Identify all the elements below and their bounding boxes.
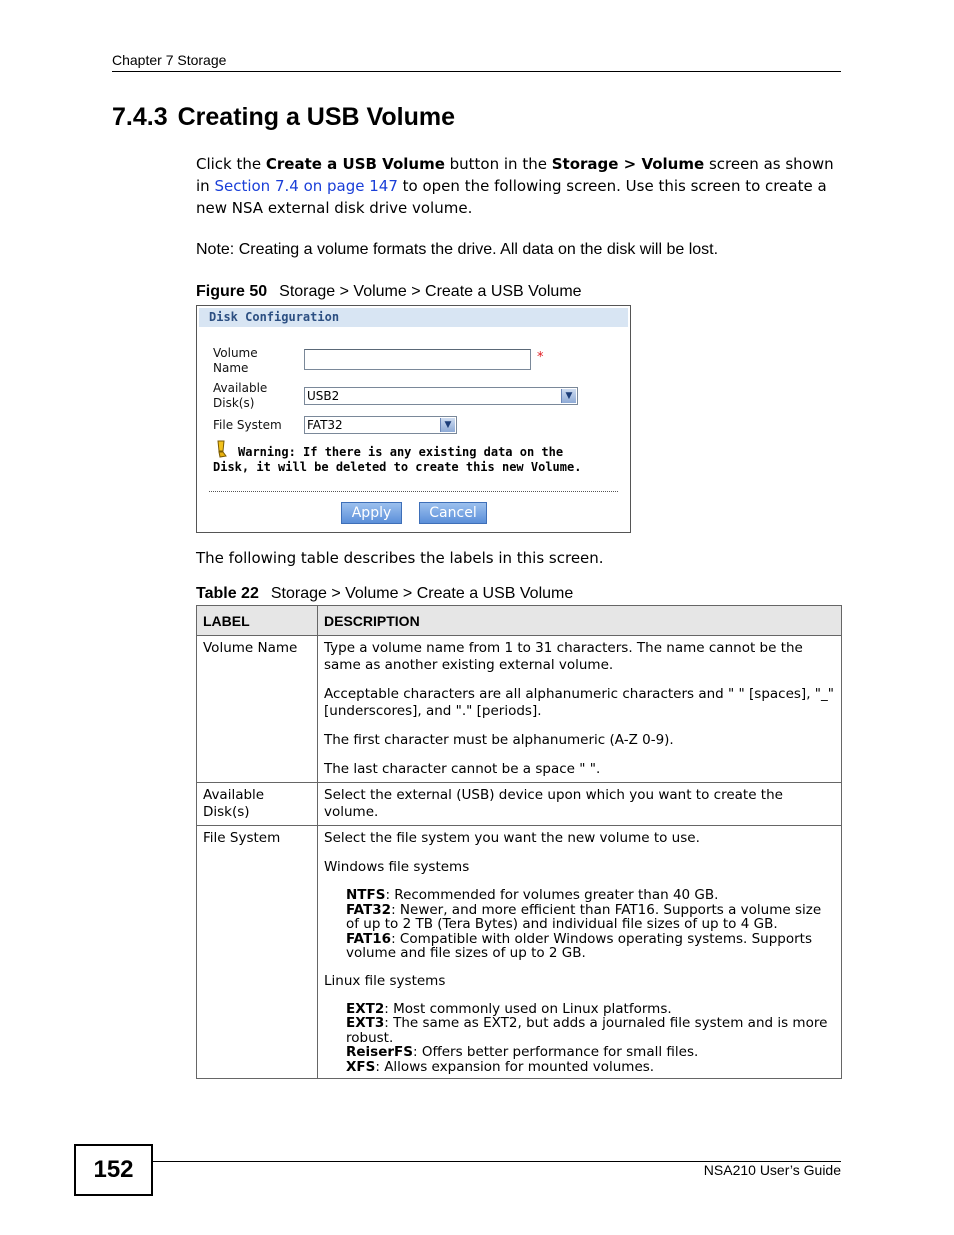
description-text: The first character must be alphanumeric (A-Z 0-9). <box>324 732 674 748</box>
cancel-button[interactable]: Cancel <box>419 502 487 524</box>
intro-bold-2: Storage > Volume <box>551 155 705 173</box>
column-header-description: DESCRIPTION <box>318 606 842 636</box>
fs-name: EXT2 <box>346 1000 385 1017</box>
fs-desc: : Compatible with older Windows operating systems. Supports volume and file sizes of up to 2 GB. <box>346 930 813 961</box>
table-caption-label: Table 22 <box>196 585 259 602</box>
row-description <box>318 783 842 826</box>
linux-fs-list <box>324 1002 836 1075</box>
table-intro: The following table describes the labels in this screen. <box>196 549 604 567</box>
figure-caption-text: Storage > Volume > Create a USB Volume <box>279 283 582 300</box>
fs-desc: : Recommended for volumes greater than 40 GB. <box>385 887 719 903</box>
row-label: File System <box>197 826 318 1079</box>
row-description <box>318 826 842 1079</box>
column-header-label: LABEL <box>197 606 318 636</box>
file-system-label: File System <box>213 418 282 432</box>
fs-desc: : The same as EXT2, but adds a journaled file system and is more robust. <box>346 1015 828 1046</box>
fs-name: FAT32 <box>346 901 392 918</box>
fs-name: EXT3 <box>346 1015 385 1031</box>
note: Note: Creating a volume formats the drive. All data on the disk will be lost. <box>196 241 719 258</box>
windows-fs-list <box>324 888 836 961</box>
available-disk-label-line2: Disk(s) <box>213 396 255 410</box>
intro-bold-1: Create a USB Volume <box>265 155 445 173</box>
warning-text <box>213 445 623 475</box>
intro-text-2: button in the <box>444 155 552 173</box>
table-row <box>197 636 842 783</box>
list-item <box>346 888 836 903</box>
table-caption-text: Storage > Volume > Create a USB Volume <box>270 585 574 602</box>
description-text: Linux file systems <box>324 972 446 989</box>
list-item <box>346 1060 836 1075</box>
dotted-divider <box>209 491 618 492</box>
figure-caption-label: Figure 50 <box>196 283 268 300</box>
fs-desc: : Newer, and more efficient than FAT16. Supports a volume size of up to 2 TB (Tera Bytes) and individual file sizes of up to 4 GB. <box>346 901 822 932</box>
description-text: Windows file systems <box>324 859 470 875</box>
description-text: Select the external (USB) device upon which you want to create the volume. <box>324 787 783 820</box>
list-item <box>346 1016 836 1045</box>
apply-button[interactable]: Apply <box>341 502 402 524</box>
label-description-table <box>196 605 842 1079</box>
row-label: Available Disk(s) <box>197 783 318 826</box>
warning-line2: Disk, it will be deleted to create this new Volume. <box>213 460 582 474</box>
intro-text-3: screen as shown in <box>196 155 834 195</box>
section-link[interactable]: Section 7.4 on page 147 <box>214 177 398 195</box>
row-description <box>318 636 842 783</box>
fs-desc: : Allows expansion for mounted volumes. <box>375 1058 655 1075</box>
available-disk-label <box>213 381 267 411</box>
chevron-down-icon: ▼ <box>440 418 455 432</box>
row-label: Volume Name <box>197 636 318 783</box>
fs-name: NTFS <box>346 887 386 903</box>
section-title-text: Creating a USB Volume <box>177 103 455 131</box>
chapter-header: Chapter 7 Storage <box>112 52 227 68</box>
fs-name: FAT16 <box>346 930 392 947</box>
required-asterisk: * <box>537 350 544 365</box>
table-row <box>197 783 842 826</box>
description-text: Select the file system you want the new volume to use. <box>324 830 700 846</box>
guide-title: NSA210 User’s Guide <box>703 1162 841 1178</box>
description-text: Acceptable characters are all alphanumeric characters and " " [spaces], "_" [underscores], and "." [periods]. <box>324 686 834 719</box>
description-text: Type a volume name from 1 to 31 characters. The name cannot be the same as another existing external volume. <box>324 640 803 673</box>
chevron-down-icon: ▼ <box>561 389 576 403</box>
header-rule <box>112 71 841 72</box>
list-item <box>346 1002 836 1017</box>
volume-name-input[interactable] <box>304 349 531 370</box>
file-system-value: FAT32 <box>307 418 343 432</box>
list-item <box>346 1045 836 1060</box>
fs-desc: : Most commonly used on Linux platforms. <box>384 1000 672 1017</box>
intro-paragraph <box>196 153 846 219</box>
disk-configuration-panel <box>196 305 631 533</box>
warning-line1: Warning: If there is any existing data on the <box>238 445 564 459</box>
table-header-row <box>197 606 842 636</box>
section-number: 7.4.3 <box>112 103 168 131</box>
available-disk-label-line1: Available <box>213 381 268 395</box>
section-title <box>112 103 455 132</box>
fs-name: XFS <box>346 1058 376 1075</box>
fs-desc: : Offers better performance for small files. <box>412 1044 699 1060</box>
list-item <box>346 903 836 932</box>
description-text: The last character cannot be a space " ". <box>324 761 601 777</box>
table-caption <box>196 585 573 603</box>
page-number: 152 <box>74 1144 153 1196</box>
file-system-select[interactable] <box>304 416 457 434</box>
available-disk-value: USB2 <box>307 389 340 403</box>
intro-text-1: Click the <box>196 155 266 173</box>
intro-text-4: to open the following screen. Use this screen to create a new NSA external disk drive volume. <box>196 177 827 217</box>
available-disk-select[interactable] <box>304 387 578 405</box>
panel-header: Disk Configuration <box>199 308 628 327</box>
fs-name: ReiserFS <box>346 1044 413 1060</box>
list-item <box>346 932 836 961</box>
table-row <box>197 826 842 1079</box>
volume-name-label-line2: Name <box>213 361 249 375</box>
volume-name-label-line1: Volume <box>213 346 258 360</box>
figure-caption <box>196 283 582 301</box>
volume-name-label <box>213 346 258 376</box>
